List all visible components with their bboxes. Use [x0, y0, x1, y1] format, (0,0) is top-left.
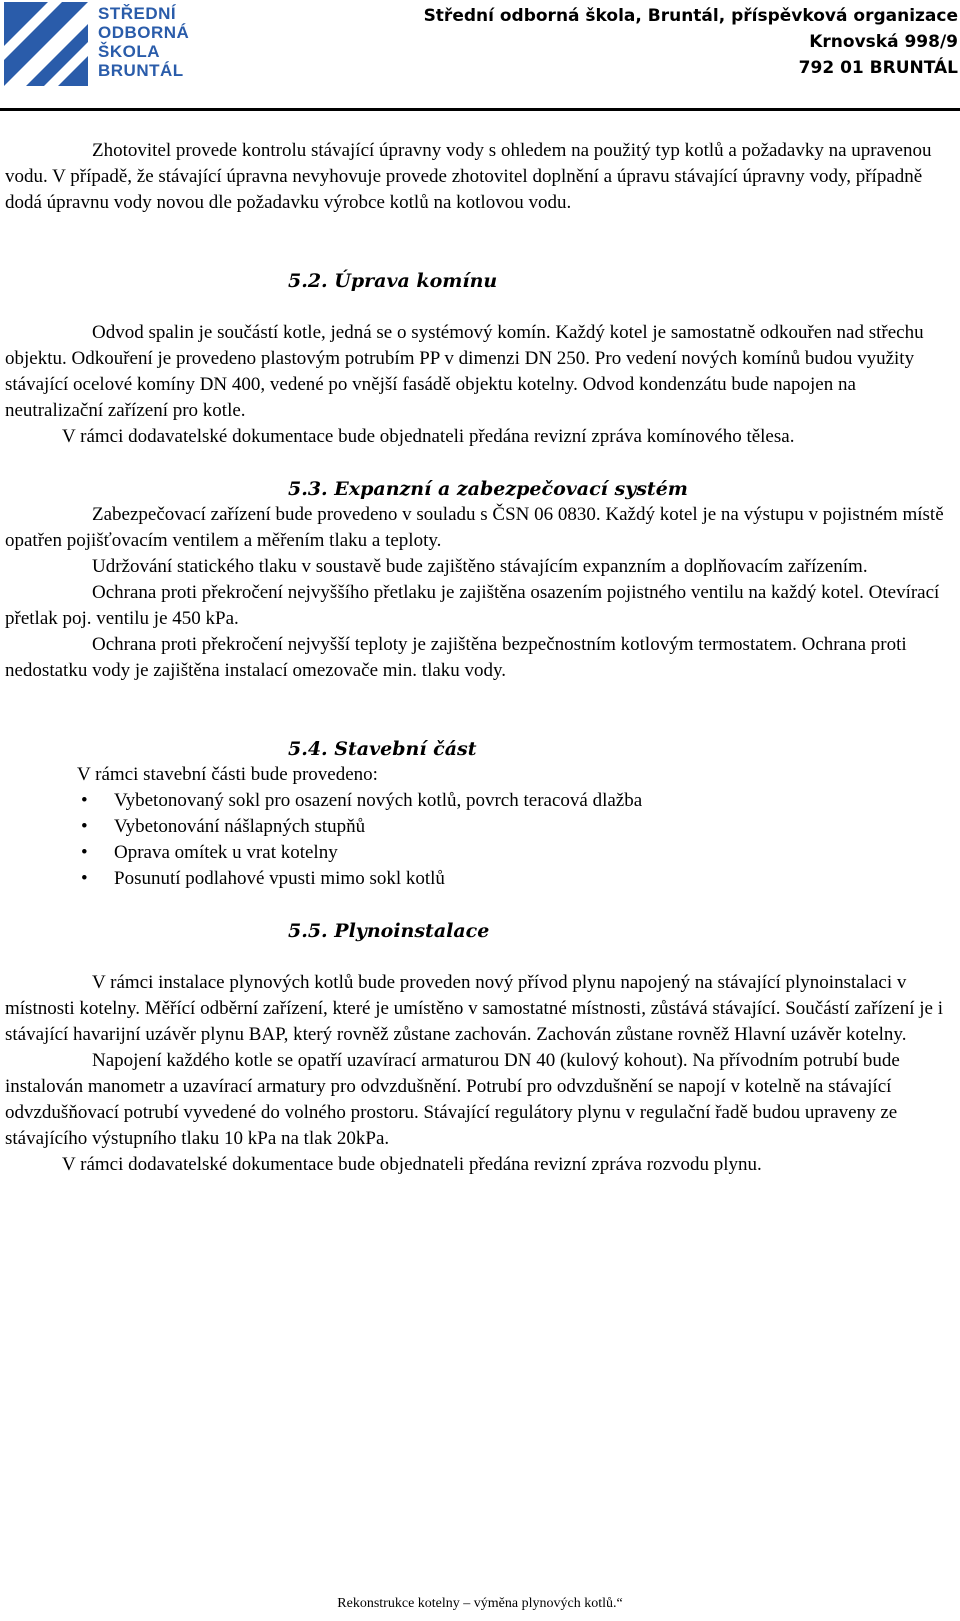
school-name: Střední odborná škola, Bruntál, příspěvková organizace: [423, 6, 958, 26]
bullet-icon: •: [81, 816, 88, 837]
school-logo-text: [98, 4, 189, 80]
paragraph-safety-device: Zabezpečovací zařízení bude provedeno v souladu s ČSN 06 0830. Každý kotel je na výstupu v pojistném místě opatřen pojišťovacím ventilem a měřením tlaku a teploty.: [5, 504, 944, 551]
heading-5-3: 5.3. Expanzní a zabezpečovací systém: [288, 478, 688, 500]
logo-line: STŘEDNÍ: [98, 4, 177, 23]
page-header: [0, 0, 960, 112]
paragraph-overpressure: Ochrana proti překročení nejvyššího přetlaku je zajištěna osazením pojistného ventilu na každý kotel. Otevírací přetlak poj. ventilu je 450 kPa.: [5, 582, 940, 629]
logo-line: ODBORNÁ: [98, 23, 190, 42]
paragraph-static-pressure: Udržování statického tlaku v soustavě bude zajištěno stávajícím expanzním a doplňovacím zařízením.: [92, 556, 868, 577]
list-item: [5, 814, 955, 840]
paragraph-chimney: Odvod spalin je součástí kotle, jedná se o systémový komín. Každý kotel je samostatně odkouřen nad střechu objektu. Odkouření je provedeno plastovým potrubím PP v dimenzi DN 250. Pro vedení nových komínů budou využity stávající ocelové komíny DN 400, vedené po vnější fasádě objektu kotelny. Odvod kondenzátu bude napojen na neutralizační zařízení pro kotle.: [5, 322, 924, 421]
paragraph-temperature-protection: Ochrana proti překročení nejvyšší teploty je zajištěna bezpečnostním kotlovým termostatem. Ochrana proti nedostatku vody je zajištěna instalací omezovače min. tlaku vody.: [5, 634, 907, 681]
school-logo-mark: [4, 2, 88, 86]
school-logo: [4, 2, 224, 86]
paragraph-water-treatment: Zhotovitel provede kontrolu stávající úpravny vody s ohledem na použitý typ kotlů a požadavky na upravenou vodu. V případě, že stávající úpravna nevyhovuje provede zhotovitel doplnění a úpravu stávající úpravny vody, případně dodá úpravnu vody novou dle požadavku výrobce kotlů na kotlovou vodu.: [5, 140, 932, 213]
heading-5-2: 5.2. Úprava komínu: [288, 270, 498, 292]
list-item: [5, 866, 955, 892]
list-item-text: Posunutí podlahové vpusti mimo sokl kotlů: [114, 868, 445, 889]
school-info: [424, 3, 958, 81]
school-city: 792 01 BRUNTÁL: [798, 58, 958, 78]
paragraph-gas-supply: V rámci instalace plynových kotlů bude proveden nový přívod plynu napojený na stávající plynoinstalaci v místnosti kotelny. Měřící odběrní zařízení, které je umístěno v samostatné místnosti, zůstává stávající. Součástí zařízení je i stávající havarijní uzávěr plynu BAP, který rovněž zůstane zachován. Zachován zůstane rovněž Hlavní uzávěr kotelny.: [5, 972, 943, 1045]
logo-line: BRUNTÁL: [98, 61, 184, 80]
school-street: Krnovská 998/9: [809, 32, 958, 52]
list-item-text: Oprava omítek u vrat kotelny: [114, 842, 338, 863]
construction-list: [5, 788, 955, 892]
header-divider: [0, 108, 960, 111]
bullet-icon: •: [81, 868, 88, 889]
paragraph-boiler-connection: Napojení každého kotle se opatří uzavírací armaturou DN 40 (kulový kohout). Na přívodním potrubí bude instalován manometr a uzavírací armatury pro odvzdušnění. Potrubí pro odvzdušnění se napojí v kotelně na stávající odvzdušňovací potrubí vyvedené do volného prostoru. Stávající regulátory plynu v regulační řadě budou upraveny ze stávajícího výstupního tlaku 10 kPa na tlak 20kPa.: [5, 1050, 900, 1149]
bullet-icon: •: [81, 790, 88, 811]
list-item: [5, 788, 955, 814]
list-item-text: Vybetonovaný sokl pro osazení nových kotlů, povrch teracová dlažba: [114, 790, 643, 811]
logo-line: ŠKOLA: [98, 42, 160, 61]
heading-5-4: 5.4. Stavební část: [288, 738, 477, 760]
paragraph-gas-revision: V rámci dodavatelské dokumentace bude objednateli předána revizní zpráva rozvodu plynu.: [62, 1154, 762, 1175]
list-item-text: Vybetonování nášlapných stupňů: [114, 816, 366, 837]
page-footer: Rekonstrukce kotelny – výměna plynových kotlů.“: [337, 1596, 623, 1611]
bullet-icon: •: [81, 842, 88, 863]
paragraph-chimney-revision: V rámci dodavatelské dokumentace bude objednateli předána revizní zpráva komínového tělesa.: [62, 426, 795, 447]
paragraph-construction-intro: V rámci stavební části bude provedeno:: [77, 764, 378, 785]
list-item: [5, 840, 955, 866]
document-body: [5, 138, 955, 1178]
heading-5-5: 5.5. Plynoinstalace: [288, 920, 490, 942]
